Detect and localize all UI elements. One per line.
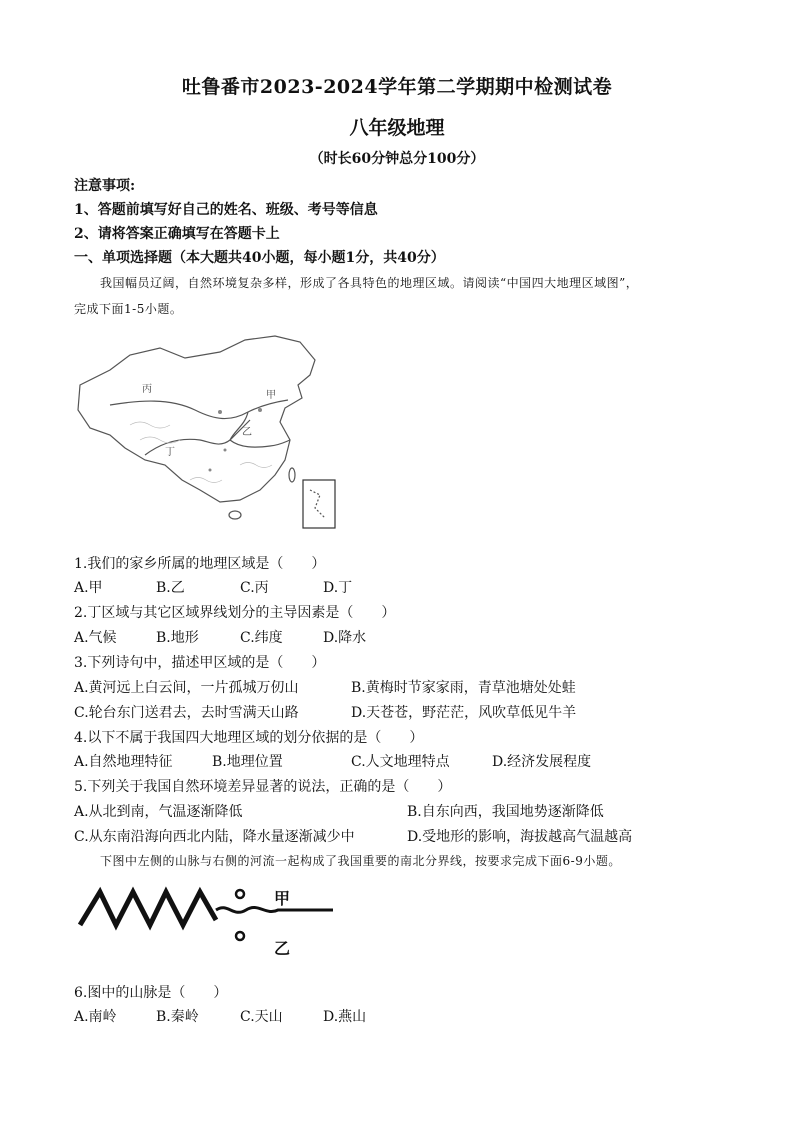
q4-option-b[interactable]: B.地理位置 xyxy=(212,754,283,770)
map-city-dot xyxy=(209,469,212,472)
q5-option-d[interactable]: D.受地形的影响，海拔越高气温越高 xyxy=(407,829,633,845)
q3-option-b[interactable]: B.黄梅时节家家雨，青草池塘处处蛙 xyxy=(351,680,576,696)
q3-option-d[interactable]: D.天苍苍，野茫茫，风吹草低见牛羊 xyxy=(351,705,577,721)
q5-stem: 5.下列关于我国自然环境差异显著的说法，正确的是（ ） xyxy=(74,779,452,795)
china-regions-map xyxy=(70,330,360,540)
q1-option-c[interactable]: C.丙 xyxy=(240,580,269,596)
notes-item-2: 2、请将答案正确填写在答题卡上 xyxy=(74,226,280,242)
diagram-dot-top xyxy=(236,890,244,898)
q4-option-d[interactable]: D.经济发展程度 xyxy=(492,754,592,770)
map-label-bing: 丙 xyxy=(142,384,152,395)
q2-option-d[interactable]: D.降水 xyxy=(323,630,367,646)
notes-heading: 注意事项: xyxy=(74,178,136,194)
q4-option-a[interactable]: A.自然地理特征 xyxy=(74,754,173,770)
q3-option-a[interactable]: A.黄河远上白云间，一片孤城万仞山 xyxy=(74,680,299,696)
q6-option-c[interactable]: C.天山 xyxy=(240,1009,283,1025)
q4-option-c[interactable]: C.人文地理特点 xyxy=(351,754,450,770)
exam-title: 吐鲁番市2023-2024学年第二学期期中检测试卷 xyxy=(181,76,613,98)
diagram-label-jia: 甲 xyxy=(274,889,291,908)
river-line xyxy=(216,907,333,912)
q3-option-c[interactable]: C.轮台东门送君去，去时雪满天山路 xyxy=(74,705,299,721)
qinling-huaihe-diagram xyxy=(78,880,358,960)
section2-intro: 下图中左侧的山脉与右侧的河流一起构成了我国重要的南北分界线，按要求完成下面6-9小题。 xyxy=(100,854,621,868)
q5-option-c[interactable]: C.从东南沿海向西北内陆，降水量逐渐减少中 xyxy=(74,829,355,845)
exam-duration: （时长60分钟总分100分） xyxy=(309,151,485,167)
map-label-jia: 甲 xyxy=(266,390,276,401)
diagram-label-yi: 乙 xyxy=(274,939,291,958)
q2-stem: 2.丁区域与其它区域界线划分的主导因素是（ ） xyxy=(74,605,396,621)
mountain-range-zigzag xyxy=(80,892,216,925)
q1-stem: 1.我们的家乡所属的地理区域是（ ） xyxy=(74,556,326,572)
map-boundary-qinghai xyxy=(145,420,250,455)
q5-option-b[interactable]: B.自东向西，我国地势逐渐降低 xyxy=(407,804,604,820)
q4-stem: 4.以下不属于我国四大地理区域的划分依据的是（ ） xyxy=(74,730,424,746)
q1-option-d[interactable]: D.丁 xyxy=(323,580,353,596)
q6-option-d[interactable]: D.燕山 xyxy=(323,1009,367,1025)
section1-intro-line2: 完成下面1-5小题。 xyxy=(74,302,183,316)
q2-option-b[interactable]: B.地形 xyxy=(156,630,199,646)
map-outline xyxy=(78,336,315,502)
q2-option-a[interactable]: A.气候 xyxy=(74,630,117,646)
map-boundary-south xyxy=(230,440,290,447)
map-taiwan xyxy=(289,468,295,482)
q6-option-a[interactable]: A.南岭 xyxy=(74,1009,117,1025)
q6-option-b[interactable]: B.秦岭 xyxy=(156,1009,199,1025)
q3-stem: 3.下列诗句中，描述甲区域的是（ ） xyxy=(74,655,326,671)
section1-heading: 一、单项选择题（本大题共40小题，每小题1分，共40分） xyxy=(74,250,445,266)
exam-subtitle: 八年级地理 xyxy=(349,117,445,139)
map-city-dot xyxy=(224,449,227,452)
diagram-dot-bottom xyxy=(236,932,244,940)
map-city-dot xyxy=(218,410,222,414)
section1-intro-line1: 我国幅员辽阔，自然环境复杂多样，形成了各具特色的地理区域。请阅读“中国四大地理区域图”， xyxy=(100,276,639,290)
q1-option-a[interactable]: A.甲 xyxy=(74,580,103,596)
notes-item-1: 1、答题前填写好自己的姓名、班级、考号等信息 xyxy=(74,202,378,218)
map-label-yi: 乙 xyxy=(242,427,252,438)
map-inset-islands xyxy=(310,490,325,518)
map-label-ding: 丁 xyxy=(165,447,175,458)
q5-option-a[interactable]: A.从北到南，气温逐渐降低 xyxy=(74,804,243,820)
q1-option-b[interactable]: B.乙 xyxy=(156,580,185,596)
map-inset-box xyxy=(303,480,335,528)
map-hainan xyxy=(229,511,241,519)
q2-option-c[interactable]: C.纬度 xyxy=(240,630,283,646)
q6-stem: 6.图中的山脉是（ ） xyxy=(74,985,228,1001)
map-city-dot xyxy=(258,408,262,412)
